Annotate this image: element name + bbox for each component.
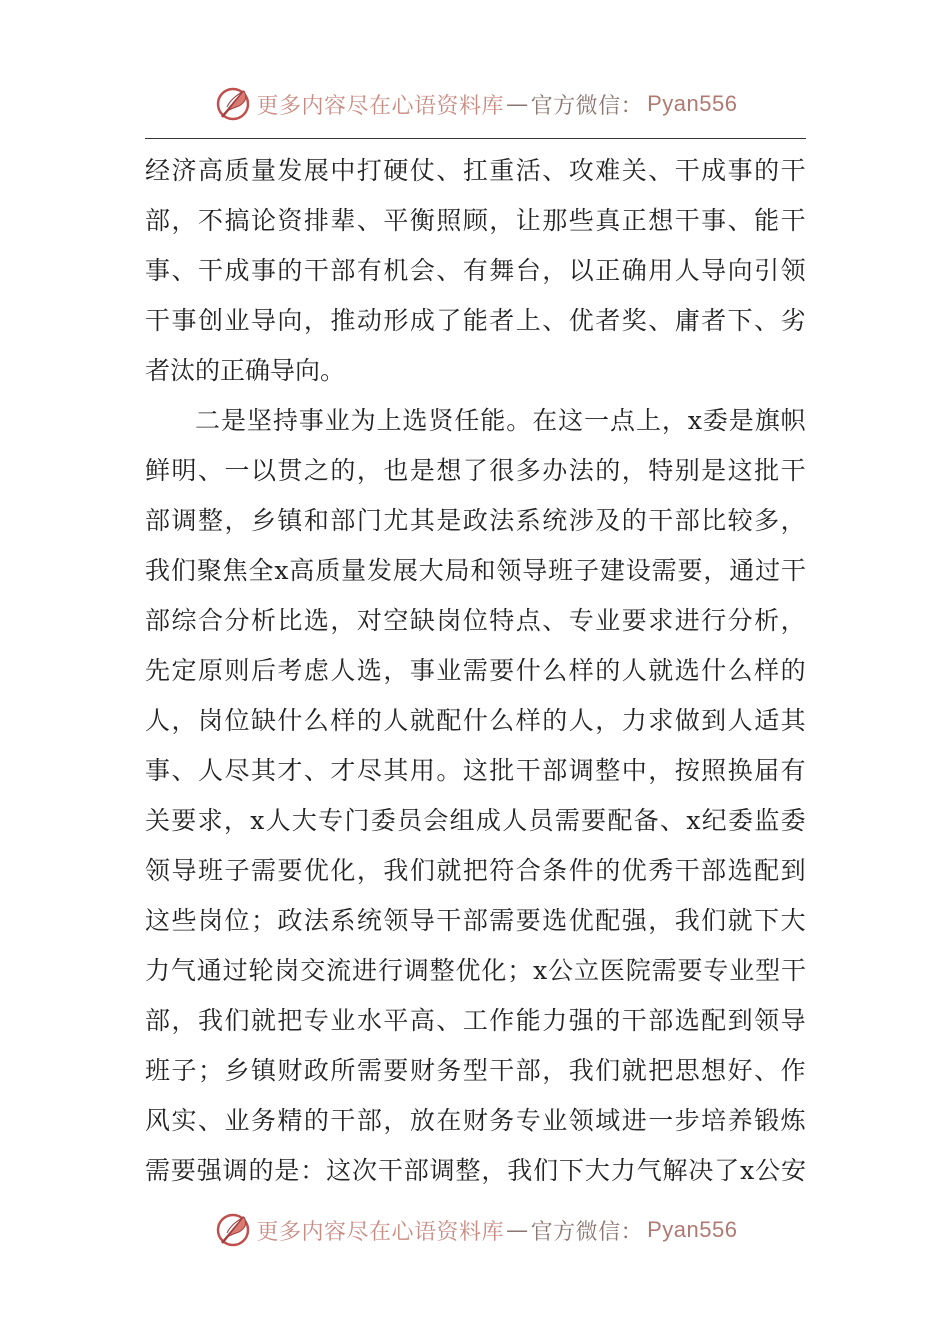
footer-dash: —	[506, 1217, 529, 1243]
header-divider	[145, 138, 806, 139]
text-line: 者汰的正确导向。	[145, 356, 346, 385]
text-line: 干 事 创 业 导 向 ， 推 动 形 成 了 能 者 上 、 优 者 奖 、 庸 者 下 、 劣	[145, 306, 806, 335]
quill-logo-icon	[213, 84, 253, 124]
footer-banner	[0, 1208, 950, 1252]
text-line: 这 些 岗 位 ； 政 法 系 统 领 导 干 部 需 要 选 优 配 强 ， 我 们 就 下 大	[145, 906, 806, 935]
quill-logo-icon	[213, 1210, 253, 1250]
text-line: 领 导 班 子 需 要 优 化 ， 我 们 就 把 符 合 条 件 的 优 秀 干 部 选 配 到	[145, 856, 806, 885]
text-line: 我 们 聚 焦 全 x 高 质 量 发 展 大 局 和 领 导 班 子 建 设 需 要 ， 通 过 干	[145, 556, 806, 585]
text-line: 先 定 原 则 后 考 虑 人 选 ， 事 业 需 要 什 么 样 的 人 就 选 什 么 样 的	[145, 656, 806, 685]
header-dash: —	[506, 91, 529, 117]
text-line: 经 济 高 质 量 发 展 中 打 硬 仗 、 扛 重 活 、 攻 难 关 、 干 成 事 的 干	[145, 156, 806, 185]
paragraph-first-line: 二 是 坚 持 事 业 为 上 选 贤 任 能 。 在 这 一 点 上 ， x 委 是 旗 帜	[195, 406, 806, 435]
header-brand-text: 更多内容尽在心语资料库	[256, 93, 505, 119]
header-banner	[0, 82, 950, 126]
document-body	[145, 146, 806, 1196]
text-line: 鲜 明 、 一 以 贯 之 的 ， 也 是 想 了 很 多 办 法 的 ， 特 别 是 这 批 干	[145, 456, 806, 485]
text-line: 部 ， 我 们 就 把 专 业 水 平 高 、 工 作 能 力 强 的 干 部 选 配 到 领 导	[145, 1006, 806, 1035]
header-wechat-id: Pyan556	[647, 91, 738, 116]
header-official-label: 官方微信：	[530, 93, 644, 119]
text-line: 关 要 求 ， x 人 大 专 门 委 员 会 组 成 人 员 需 要 配 备 、 x 纪 委 监 委	[145, 806, 806, 835]
text-line: 班 子 ； 乡 镇 财 政 所 需 要 财 务 型 干 部 ， 我 们 就 把 思 想 好 、 作	[145, 1056, 806, 1085]
text-line: 部 综 合 分 析 比 选 ， 对 空 缺 岗 位 特 点 、 专 业 要 求 进 行 分 析 ，	[145, 606, 806, 635]
footer-official-label: 官方微信：	[530, 1219, 644, 1245]
text-line: 部 调 整 ， 乡 镇 和 部 门 尤 其 是 政 法 系 统 涉 及 的 干 部 比 较 多 ，	[145, 506, 806, 535]
footer-brand-text: 更多内容尽在心语资料库	[256, 1219, 505, 1245]
text-line: 部 ， 不 搞 论 资 排 辈 、 平 衡 照 顾 ， 让 那 些 真 正 想 干 事 、 能 干	[145, 206, 806, 235]
text-line: 力 气 通 过 轮 岗 交 流 进 行 调 整 优 化 ； x 公 立 医 院 需 要 专 业 型 干	[145, 956, 806, 985]
text-line: 需 要 强 调 的 是 ： 这 次 干 部 调 整 ， 我 们 下 大 力 气 解 决 了 x 公 安	[145, 1156, 806, 1185]
footer-wechat-id: Pyan556	[647, 1217, 738, 1242]
text-line: 事 、 人 尽 其 才 、 才 尽 其 用 。 这 批 干 部 调 整 中 ， 按 照 换 届 有	[145, 756, 806, 785]
text-line: 人 ， 岗 位 缺 什 么 样 的 人 就 配 什 么 样 的 人 ， 力 求 做 到 人 适 其	[145, 706, 806, 735]
text-line: 事 、 干 成 事 的 干 部 有 机 会 、 有 舞 台 ， 以 正 确 用 人 导 向 引 领	[145, 256, 806, 285]
text-line: 风 实 、 业 务 精 的 干 部 ， 放 在 财 务 专 业 领 域 进 一 步 培 养 锻 炼	[145, 1106, 806, 1135]
